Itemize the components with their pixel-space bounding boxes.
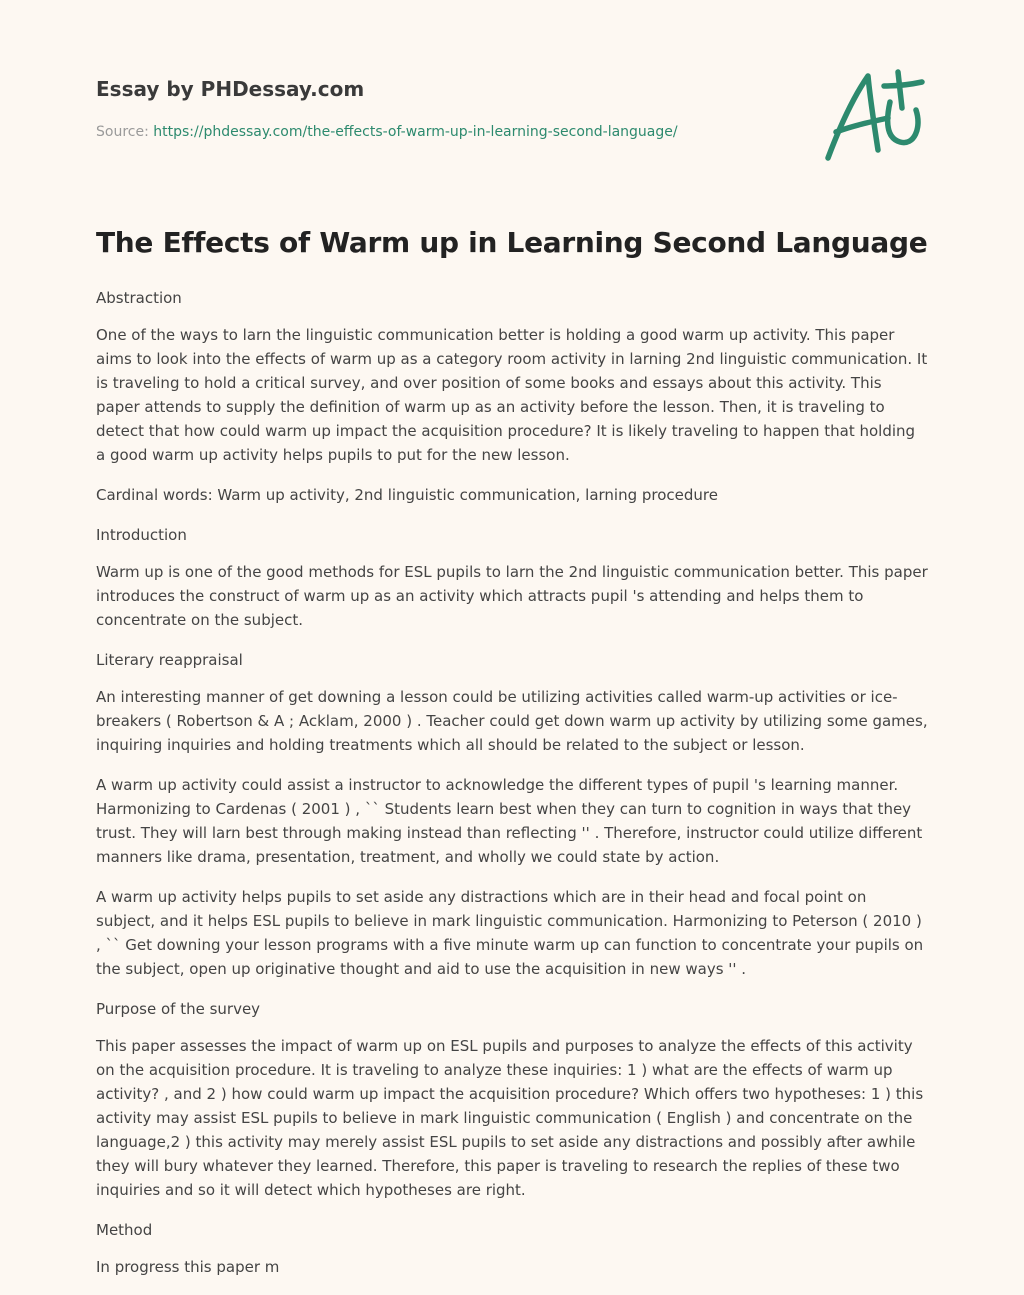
section-heading: Abstraction	[96, 289, 182, 307]
paragraph: Warm up is one of the good methods for ESL pupils to larn the 2nd linguistic communication better. This paper introduces the construct of warm up as an activity which attracts pupil 's attending and helps them to concentrate on the subject.	[96, 563, 928, 629]
source-line	[96, 124, 678, 140]
section-heading: Literary reappraisal	[96, 651, 243, 669]
paragraph: A warm up activity could assist a instructor to acknowledge the different types of pupil 's learning manner. Harmonizing to Cardenas ( 2001 ) , `` Students learn best when they can turn to cognition in ways that they trust. They will larn best through making instead than reflecting '' . Therefore, instructor could utilize different manners like drama, presentation, treatment, and wholly we could state by action.	[96, 776, 923, 866]
source-link[interactable]: https://phdessay.com/the-effects-of-warm-up-in-learning-second-language/	[153, 124, 678, 140]
paragraph: One of the ways to larn the linguistic communication better is holding a good warm up activity. This paper aims to look into the effects of warm up as a category room activity in larning 2nd linguistic communication. It is traveling to hold a critical survey, and over position of some books and essays about this activity. This paper attends to supply the definition of warm up as an activity before the lesson. Then, it is traveling to detect that how could warm up impact the acquisition procedure? It is likely traveling to happen that holding a good warm up activity helps pupils to put for the new lesson.	[96, 326, 928, 464]
section-heading: Introduction	[96, 526, 187, 544]
site-brand: Essay by PHDessay.com	[96, 77, 365, 101]
section-heading: Method	[96, 1221, 153, 1239]
paragraph-truncated: In progress this paper m	[96, 1258, 280, 1276]
essay-title: The Effects of Warm up in Learning Second Language	[96, 226, 928, 259]
keywords-line: Cardinal words: Warm up activity, 2nd linguistic communication, larning procedure	[96, 486, 719, 504]
paragraph: An interesting manner of get downing a lesson could be utilizing activities called warm-up activities or ice-breakers ( Robertson & A ; Acklam, 2000 ) . Teacher could get down warm up activity by utilizing some games, inquiring inquiries and holding treatments which all should be related to the subject or lesson.	[96, 688, 928, 754]
paragraph: A warm up activity helps pupils to set aside any distractions which are in their head and focal point on subject, and it helps ESL pupils to believe in mark linguistic communication. Harmonizing to Peterson ( 2010 ) , `` Get downing your lesson programs with a five minute warm up can function to concentrate your pupils on the subject, open up originative thought and aid to use the acquisition in new ways '' .	[96, 888, 924, 978]
a-plus-logo-icon	[818, 62, 934, 166]
essay-body	[96, 286, 928, 1295]
section-heading: Purpose of the survey	[96, 1000, 261, 1018]
source-label: Source:	[96, 124, 149, 140]
paragraph: This paper assesses the impact of warm up on ESL pupils and purposes to analyze the effects of this activity on the acquisition procedure. It is traveling to analyze these inquiries: 1 ) what are the effects of warm up activity? , and 2 ) how could warm up impact the acquisition procedure? Which offers two hypotheses: 1 ) this activity may assist ESL pupils to believe in mark linguistic communication ( English ) and concentrate on the language,2 ) this activity may merely assist ESL pupils to set aside any distractions and possibly after awhile they will bury whatever they learned. Therefore, this paper is traveling to research the replies of these two inquiries and so it will detect which hypotheses are right.	[96, 1037, 924, 1199]
